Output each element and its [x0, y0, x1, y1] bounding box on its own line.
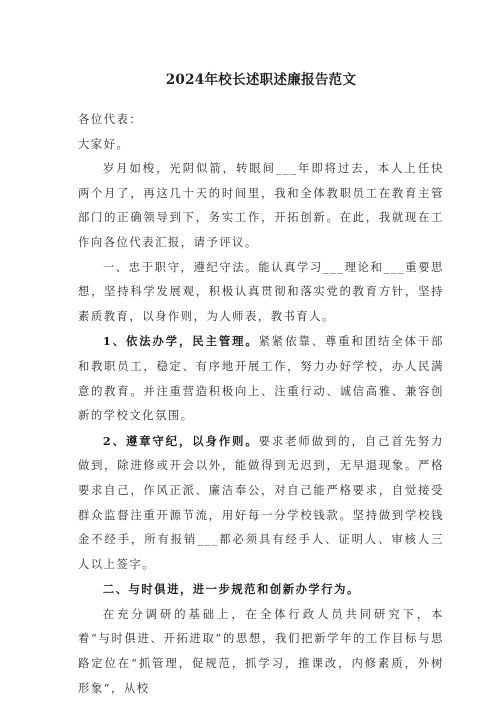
paragraph-text: 在充分调研的基础上，在全体行政人员共同研究下，本着“与时俱进、开拓进取”的思想，我们把新学年的工作目标与思路定位在“抓管理，促规范，抓学习，推课改，内修素质，外树形象”，从校: [78, 607, 444, 695]
paragraph-text: 大家好。: [78, 137, 130, 151]
section-two-paragraph: [78, 603, 444, 701]
section-two-heading: [78, 577, 444, 603]
section-heading: 二、与时俱进，进一步规范和创新办学行为。: [102, 582, 360, 597]
paragraph-text: 岁月如梭，光阴似箭，转眼间___年即将过去，本人上任快两个月了，再这几十天的时间里，我和全体教职员工在教育主管部门的正确领导到下，务实工作，开拓创新。在此，我就现在工作向各位代表汇报，请予评议。: [78, 162, 444, 249]
item-one-paragraph: [78, 329, 444, 428]
item-two-paragraph: [78, 429, 444, 578]
paragraph-text: 紧紧依靠、尊重和团结全体干部和教职员工，稳定、有序地开展工作，努力办好学校，办人民满意的教育。并注重营造积极向上、注重行动、诚信高雅、兼容创新的学校文化氛围。: [78, 335, 444, 423]
intro-paragraph: [78, 157, 444, 255]
greeting: [78, 133, 444, 158]
paragraph-text: 各位代表：: [78, 113, 143, 126]
section-one-paragraph: [78, 256, 444, 330]
item-heading: 2、遵章守纪，以身作则。: [102, 433, 259, 448]
document-title: 2024年校长述职述廉报告范文: [165, 72, 357, 88]
salutation: [78, 108, 444, 133]
item-heading: 1、依法办学，民主管理。: [102, 334, 259, 349]
paragraph-text: 要求老师做到的，自己首先努力做到，除进修或开会以外，能做得到无迟到，无早退现象。严格要求自己，作风正派、廉洁奉公，对自己能严格要求，自觉接受群众监督注重开源节流，用好每一分学校钱款。坚持做到学校钱金不经手，所有报销___都必须具有经手人、证明人、审核人三人以上签字。: [78, 434, 444, 571]
paragraph-text: 一、忠于职守，遵纪守法。能认真学习___理论和___重要思想，坚持科学发展观，积极认真贯彻和落实党的教育方针，坚持素质教育，以身作则，为人师表，教书育人。: [78, 260, 444, 323]
